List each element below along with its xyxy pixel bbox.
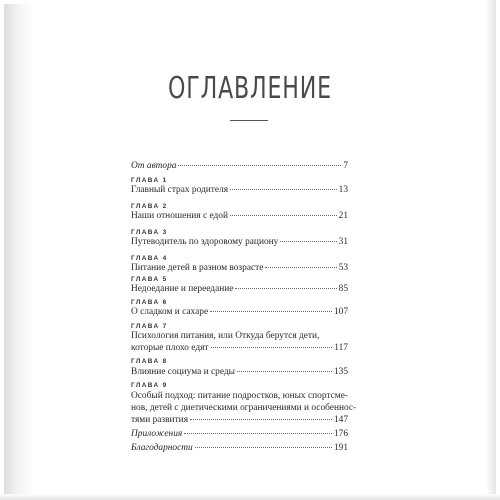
toc-entry-chapter-5 — [131, 283, 348, 295]
toc-entry-chapter-1 — [131, 184, 348, 196]
toc-page-number: 135 — [333, 367, 348, 377]
dot-leader — [230, 215, 337, 216]
page-title: ОГЛАВЛЕНИЕ — [168, 71, 332, 106]
toc-entry-chapter-4 — [131, 262, 348, 274]
toc-entry-chapter-7 — [131, 330, 348, 354]
toc-page-number: 7 — [343, 161, 348, 171]
dot-leader — [265, 267, 336, 268]
toc-entry-acknowledgements — [131, 442, 348, 454]
toc-page-number: 147 — [333, 415, 348, 425]
chapter-heading: ГЛАВА 7 — [131, 323, 168, 330]
toc-entry-label: Главный страх родителя — [131, 185, 229, 195]
toc-entry-label: Приложения — [131, 429, 183, 439]
toc-entry-chapter-9 — [131, 390, 357, 426]
dot-leader — [210, 311, 332, 312]
toc-page-number: 31 — [338, 237, 348, 247]
toc-entry-label: Наши отношения с едой — [131, 211, 228, 221]
toc-entry-appendix — [131, 428, 348, 440]
page-bottom-edge — [0, 494, 500, 500]
toc-entry-chapter-2 — [131, 210, 348, 222]
toc-entry-label: Путеводитель по здоровому рациону — [131, 237, 279, 247]
chapter-heading: ГЛАВА 9 — [131, 382, 168, 389]
toc-page-number: 85 — [338, 284, 348, 294]
toc-page-number: 53 — [338, 263, 348, 273]
dot-leader — [190, 419, 332, 420]
toc-page-number: 176 — [333, 429, 348, 439]
dot-leader — [195, 447, 332, 448]
toc-entry-chapter-3 — [131, 236, 348, 248]
chapter-heading: ГЛАВА 5 — [131, 276, 168, 283]
toc-entry-label-line: нов, детей с диетическими ограничениями и особеннос- — [131, 403, 357, 413]
toc-entry-chapter-6 — [131, 306, 348, 318]
toc-entry-label-line: Особый подход: питание подростков, юных спортсме- — [131, 391, 348, 401]
chapter-heading: ГЛАВА 8 — [131, 358, 168, 365]
toc-entry-chapter-8 — [131, 366, 348, 378]
page-edge-shadow — [486, 0, 496, 500]
dot-leader — [211, 347, 333, 348]
chapter-heading: ГЛАВА 4 — [131, 255, 168, 262]
dot-leader — [280, 241, 336, 242]
toc-entry-label: Питание детей в разном возрасте — [131, 263, 264, 273]
dot-leader — [235, 288, 336, 289]
toc-entry-label: Влияние социума и среды — [131, 367, 235, 377]
toc-entry-label-line: которые плохо едят — [131, 343, 209, 353]
toc-entry-label: О сладком и сахаре — [131, 307, 209, 317]
page-binding-shadow — [4, 4, 34, 496]
toc-page-number: 117 — [334, 343, 348, 353]
dot-leader — [230, 189, 337, 190]
toc-page-number: 21 — [338, 211, 348, 221]
title-divider — [230, 120, 268, 121]
toc-entry-label-line: тями развития — [131, 415, 189, 425]
toc-page-number: 13 — [338, 185, 348, 195]
chapter-heading: ГЛАВА 2 — [131, 203, 168, 210]
dot-leader — [178, 165, 341, 166]
toc-entry-label-line: Психология питания, или Откуда берутся дети, — [131, 331, 320, 341]
toc-entry-label: От автора — [131, 161, 177, 171]
toc-entry-label: Благодарности — [131, 443, 193, 453]
toc-entry-label: Недоедание и переедание — [131, 284, 234, 294]
dot-leader — [237, 371, 332, 372]
chapter-heading: ГЛАВА 3 — [131, 229, 168, 236]
dot-leader — [184, 433, 332, 434]
chapter-heading: ГЛАВА 6 — [131, 299, 168, 306]
chapter-heading: ГЛАВА 1 — [131, 177, 168, 184]
toc-page-number: 191 — [333, 443, 348, 453]
toc-entry-author — [131, 160, 348, 172]
toc-page-number: 107 — [333, 307, 348, 317]
